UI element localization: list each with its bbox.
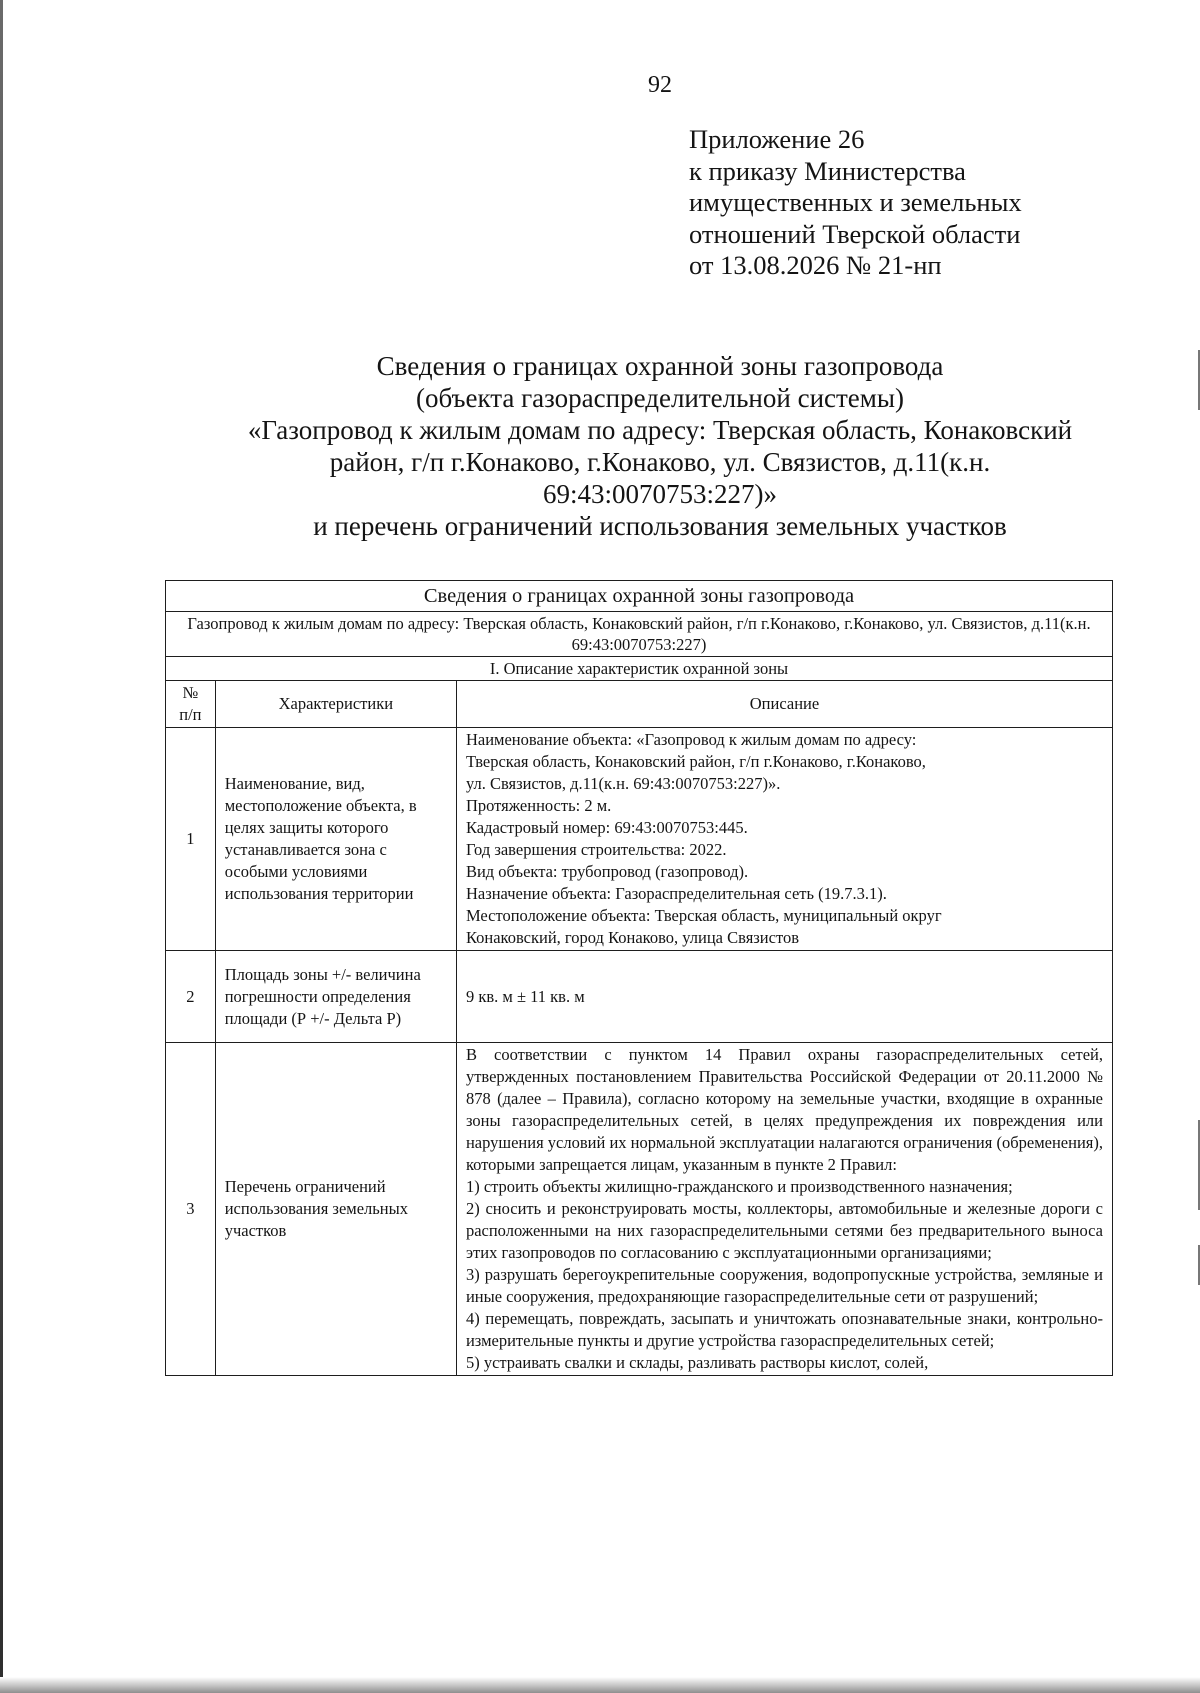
column-header-description: Описание [456,681,1112,728]
table-main-header-row [166,581,1113,612]
title-line: «Газопровод к жилым домам по адресу: Тверская область, Конаковский [247,415,1073,445]
table-main-header: Сведения о границах охранной зоны газопровода [166,581,1113,612]
table-row [166,728,1113,951]
row-description [456,1043,1112,1376]
description-line: Вид объекта: трубопровод (газопровод). [465,862,749,881]
description-line: Тверская область, Конаковский район, г/п г.Конаково, г.Конаково, [465,752,926,771]
column-header-characteristics: Характеристики [215,681,456,728]
description-line: Назначение объекта: Газораспределительная сеть (19.7.3.1). [465,884,887,903]
appendix-line: от 13.08.2026 № 21-нп [689,250,942,280]
appendix-line: Приложение 26 [689,124,865,154]
row-number: 1 [166,728,216,951]
scan-edge-bottom [0,1677,1200,1693]
description-line: Наименование объекта: «Газопровод к жилым домам по адресу: [465,730,917,749]
description-paragraph: 4) перемещать, повреждать, засыпать и уничтожать опознавательные знаки, контрольно-измерительные пункты и другие устройства газораспределительных сетей; [465,1309,1103,1350]
description-line: Протяженность: 2 м. [465,796,612,815]
row-number: 2 [166,951,216,1043]
description-line: Год завершения строительства: 2022. [465,840,727,859]
document-title [190,350,1130,542]
scan-edge-left [0,0,3,1693]
column-header-number: № п/п [166,681,216,728]
protection-zone-table [165,580,1113,1376]
description-line: Конаковский, город Конаково, улица Связистов [465,928,799,947]
title-line: Сведения о границах охранной зоны газопровода [376,351,944,381]
appendix-line: имущественных и земельных [689,187,1022,217]
title-line: и перечень ограничений использования земельных участков [313,511,1007,541]
appendix-line: отношений Тверской области [689,218,1021,249]
page-number: 92 [648,72,672,98]
description-paragraph: 1) строить объекты жилищно-гражданского и производственного назначения; [465,1177,1013,1196]
table-object-header: Газопровод к жилым домам по адресу: Тверская область, Конаковский район, г/п г.Конаково, г.Конаково, ул. Связистов, д.11(к.н. 69:43:0070753:227) [166,612,1113,657]
description-paragraph: 5) устраивать свалки и склады, разливать растворы кислот, солей, [465,1353,929,1372]
table-row [166,951,1113,1043]
description-line: Местоположение объекта: Тверская область, муниципальный округ [465,906,942,925]
description-line: ул. Связистов, д.11(к.н. 69:43:0070753:227)». [465,774,781,793]
table-column-header-row [166,681,1113,728]
row-description [456,951,1112,1043]
table-section-header-row [166,657,1113,681]
description-paragraph: 2) сносить и реконструировать мосты, коллекторы, автомобильные и железные дороги с расположенными на них газораспределительными сетями без предварительного выноса этих газопроводов по согласованию с эксплуатационными организациями; [465,1199,1103,1262]
row-characteristic: Наименование, вид, местоположение объекта, в целях защиты которого устанавливается зона с особыми условиями использования территории [215,728,456,951]
table-object-header-row [166,612,1113,657]
description-paragraph: 3) разрушать берегоукрепительные сооружения, водопропускные устройства, земляные и иные сооружения, предохраняющие газораспределительные сети от разрушений; [465,1265,1103,1306]
description-line: Кадастровый номер: 69:43:0070753:445. [465,818,748,837]
appendix-block [689,124,1022,282]
title-line: 69:43:0070753:227)» [543,479,777,509]
appendix-line: к приказу Министерства [689,155,966,186]
title-line: (объекта газораспределительной системы) [415,383,905,413]
row-characteristic: Площадь зоны +/- величина погрешности определения площади (Р +/- Дельта Р) [215,951,456,1043]
row-number: 3 [166,1043,216,1376]
title-line: район, г/п г.Конаково, г.Конаково, ул. Связистов, д.11(к.н. [329,447,991,477]
description-line: 9 кв. м ± 11 кв. м [465,986,585,1006]
row-description [456,728,1112,951]
description-paragraph: В соответствии с пунктом 14 Правил охраны газораспределительных сетей, утвержденных постановлением Правительства Российской Федерации от 20.11.2000 № 878 (далее – Правила), согласно которому на земельные участки, входящие в охранные зоны газораспределительных сетей, в целях предупреждения их повреждения или нарушения условий их нормальной эксплуатации налагаются ограничения (обременения), которыми запрещается лицам, указанным в пункте 2 Правил: [465,1045,1103,1174]
row-characteristic: Перечень ограничений использования земельных участков [215,1043,456,1376]
table-section-header: I. Описание характеристик охранной зоны [166,657,1113,681]
table-row [166,1043,1113,1376]
